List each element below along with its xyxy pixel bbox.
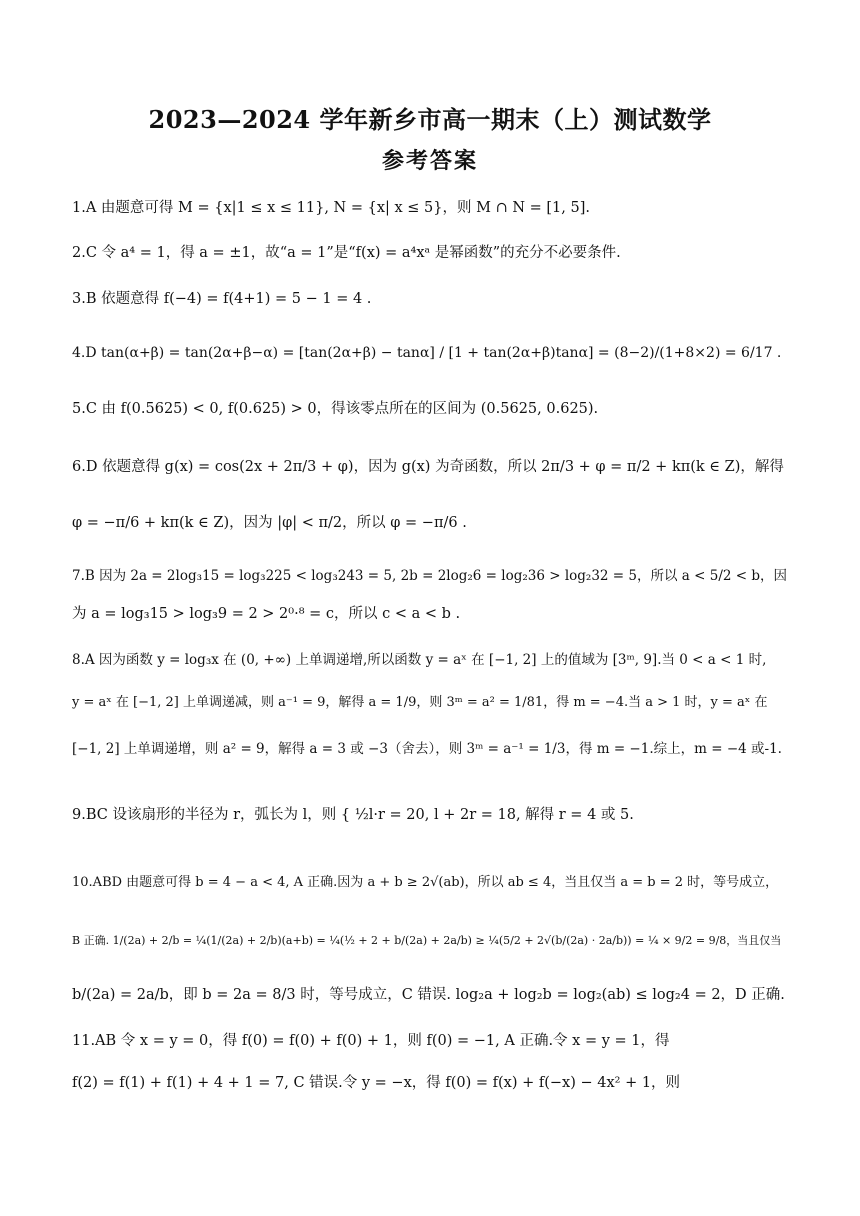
answer-line: 1.A 由题意可得 M = {x|1 ≤ x ≤ 11}, N = {x| x ≤ 5}，则 M ∩ N = [1, 5]. — [72, 200, 590, 216]
answer-line: B 正确. 1/(2a) + 2/b = ¼(1/(2a) + 2/b)(a+b) = ¼(½ + 2 + b/(2a) + 2a/b) ≥ ¼(5/2 + 2√(b/(2a) · 2a/b)) = ¼ × 9/2 = 9/8，当且仅当 — [72, 934, 782, 947]
answer-line: 5.C 由 f(0.5625) < 0, f(0.625) > 0，得该零点所在的区间为 (0.5625, 0.625). — [72, 401, 599, 417]
answer-line: 3.B 依题意得 f(−4) = f(4+1) = 5 − 1 = 4 . — [72, 291, 372, 307]
answer-line: 6.D 依题意得 g(x) = cos(2x + 2π/3 + φ)，因为 g(x) 为奇函数，所以 2π/3 + φ = π/2 + kπ(k ∈ Z)，解得 — [72, 459, 784, 475]
answer-line: 8.A 因为函数 y = log₃x 在 (0, +∞) 上单调递增,所以函数 y = aˣ 在 [−1, 2] 上的值域为 [3ᵐ, 9].当 0 < a < 1 时, — [72, 652, 767, 668]
answer-line: 9.BC 设该扇形的半径为 r，弧长为 l，则 { ½l·r = 20, l + 2r = 18, 解得 r = 4 或 5. — [72, 807, 634, 823]
answer-line: φ = −π/6 + kπ(k ∈ Z)，因为 |φ| < π/2，所以 φ = −π/6 . — [72, 515, 467, 531]
answer-line: b/(2a) = 2a/b，即 b = 2a = 8/3 时，等号成立，C 错误. log₂a + log₂b = log₂(ab) ≤ log₂4 = 2，D 正确. — [72, 987, 785, 1003]
answer-line: 7.B 因为 2a = 2log₃15 = log₃225 < log₃243 = 5, 2b = 2log₂6 = log₂36 > log₂32 = 5，所以 a < 5/2 < b，因 — [72, 568, 787, 584]
page-subtitle: 参考答案 — [381, 148, 478, 174]
answer-line: 11.AB 令 x = y = 0，得 f(0) = f(0) + f(0) + 1，则 f(0) = −1, A 正确.令 x = y = 1，得 — [72, 1033, 670, 1049]
answer-line: [−1, 2] 上单调递增，则 a² = 9，解得 a = 3 或 −3（舍去），则 3ᵐ = a⁻¹ = 1/3，得 m = −1.综上，m = −4 或-1. — [72, 741, 782, 757]
answer-line: 2.C 令 a⁴ = 1，得 a = ±1，故“a = 1”是“f(x) = a⁴xᵃ 是幂函数”的充分不必要条件. — [72, 245, 621, 261]
answer-line: 10.ABD 由题意可得 b = 4 − a < 4, A 正确.因为 a + b ≥ 2√(ab)，所以 ab ≤ 4，当且仅当 a = b = 2 时，等号成立， — [72, 875, 779, 890]
answer-line: y = aˣ 在 [−1, 2] 上单调递减，则 a⁻¹ = 9，解得 a = 1/9，则 3ᵐ = a² = 1/81，得 m = −4.当 a > 1 时，y = aˣ 在 — [72, 695, 768, 710]
page-title: 2023—2024 学年新乡市高一期末（上）测试数学 — [148, 105, 712, 134]
answer-line: 4.D tan(α+β) = tan(2α+β−α) = [tan(2α+β) − tanα] / [1 + tan(2α+β)tanα] = (8−2)/(1+8×2) = 6/17 . — [72, 345, 782, 361]
answer-line: f(2) = f(1) + f(1) + 4 + 1 = 7, C 错误.令 y = −x，得 f(0) = f(x) + f(−x) − 4x² + 1，则 — [72, 1075, 681, 1091]
answer-line: 为 a = log₃15 > log₃9 = 2 > 2⁰·⁸ = c，所以 c < a < b . — [72, 606, 461, 622]
